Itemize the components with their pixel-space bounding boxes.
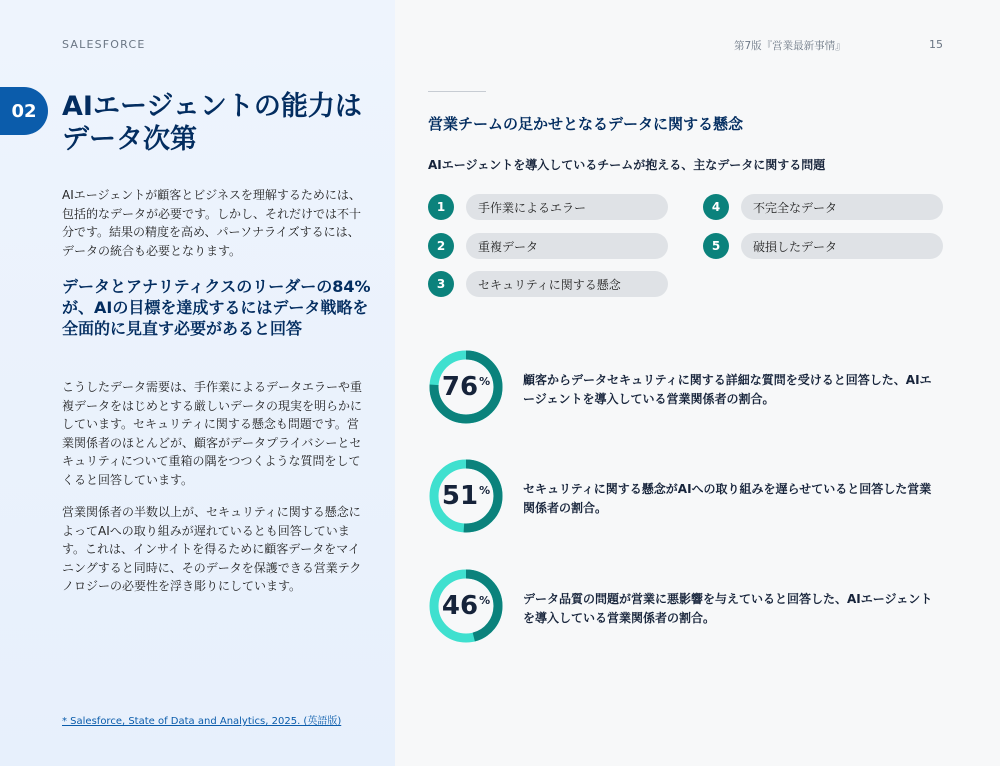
report-title: 第7版『営業最新事情』: [734, 40, 846, 52]
stat-percentage: [428, 568, 504, 644]
issue-label: 不完全なデータ: [741, 194, 943, 220]
concerns-subtitle: AIエージェントを導入しているチームが抱える、主なデータに関する問題: [428, 158, 826, 172]
page-number: 15: [929, 38, 943, 51]
issue-number: 1: [428, 194, 454, 220]
intro-paragraph: AIエージェントが顧客とビジネスを理解するためには、包括的なデータが必要です。しかし、それだけでは不十分です。結果の精度を高め、パーソナライズするには、データの統合も必要となります。: [62, 188, 362, 258]
callout-heading: データとアナリティクスのリーダーの84%が、AIの目標を達成するにはデータ戦略を全面的に見直す必要があると回答: [62, 277, 371, 338]
percent-sign: %: [479, 483, 491, 497]
issue-number: 3: [428, 271, 454, 297]
issue-label: セキュリティに関する懸念: [466, 271, 668, 297]
concerns-title: 営業チームの足かせとなるデータに関する懸念: [428, 115, 744, 133]
stat-value: 51: [441, 481, 479, 511]
stat-description: セキュリティに関する懸念がAIへの取り組みを遅らせていると回答した営業関係者の割合。: [523, 482, 932, 515]
section-title: AIエージェントの能力はデータ次第: [62, 91, 362, 155]
stat-description: データ品質の問題が営業に悪影響を与えていると回答した、AIエージェントを導入している営業関係者の割合。: [523, 592, 933, 625]
issue-item-3: [428, 271, 668, 297]
stat-value: 76: [441, 372, 479, 402]
stat-block-2: [428, 458, 948, 534]
issue-item-1: [428, 194, 668, 220]
issue-label: 手作業によるエラー: [466, 194, 668, 220]
section-number-badge: 02: [0, 87, 48, 135]
stat-block-1: [428, 349, 948, 425]
issue-number: 2: [428, 233, 454, 259]
issue-label: 破損したデータ: [741, 233, 943, 259]
issue-item-5: [703, 233, 943, 259]
percent-sign: %: [479, 593, 491, 607]
percent-sign: %: [479, 374, 491, 388]
issue-number: 5: [703, 233, 729, 259]
stat-block-3: [428, 568, 948, 644]
issue-label: 重複データ: [466, 233, 668, 259]
body-paragraph-1: こうしたデータ需要は、手作業によるデータエラーや重複データをはじめとする厳しいデータの現実を明らかにしています。セキュリティに関する懸念も問題です。営業関係者のほとんどが、顧客がデータプライバシーとセキュリティについて重箱の隅をつつくような質問をしてくると回答しています。: [62, 380, 363, 487]
source-footnote-link[interactable]: * Salesforce, State of Data and Analytics, 2025. (英語版): [62, 716, 342, 727]
issue-item-4: [703, 194, 943, 220]
stat-description: 顧客からデータセキュリティに関する詳細な質問を受けると回答した、AIエージェントを導入している営業関係者の割合。: [523, 373, 932, 406]
stat-value: 46: [441, 591, 479, 621]
body-paragraph-2: 営業関係者の半数以上が、セキュリティに関する懸念によってAIへの取り組みが遅れているとも回答しています。これは、インサイトを得るために顧客データをマイニングすると同時に、そのデータを保護できる営業テクノロジーの必要性を浮き彫りにしています。: [62, 505, 362, 593]
issue-number: 4: [703, 194, 729, 220]
stat-percentage: [428, 458, 504, 534]
brand-label: SALESFORCE: [62, 38, 146, 51]
stat-percentage: [428, 349, 504, 425]
divider: [428, 91, 486, 92]
issue-item-2: [428, 233, 668, 259]
